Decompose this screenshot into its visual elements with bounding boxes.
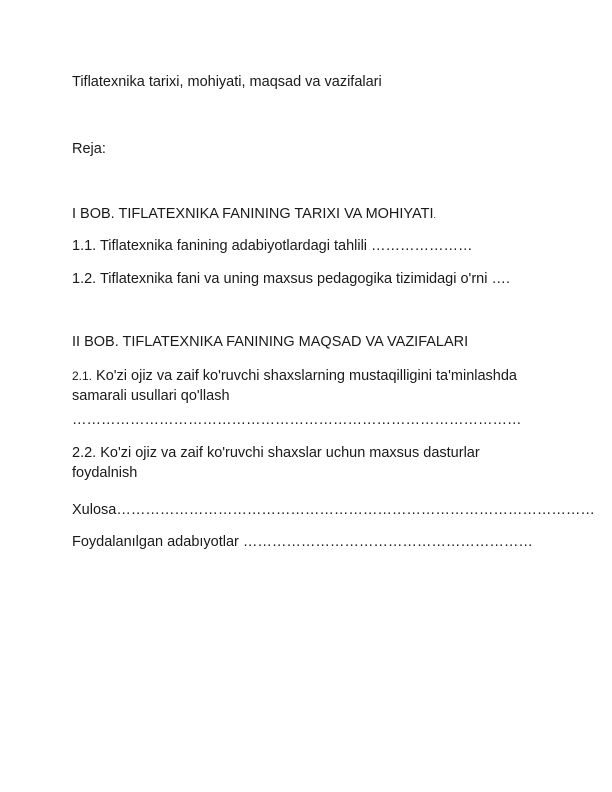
- chapter1-heading: [72, 204, 436, 225]
- chapter2-heading: II BOB. TIFLATEXNIKA FANINING MAQSAD VA VAZIFALARI: [72, 334, 469, 350]
- toc-item-2-1-number: 2.1.: [72, 369, 93, 383]
- document-title: Tiflatexnika tarixi, mohiyati, maqsad va vazifalari: [72, 74, 382, 90]
- toc-item-2-1: [72, 366, 542, 406]
- toc-references: Foydalanılgan adabıyotlar ……………………………………………………: [72, 534, 533, 550]
- toc-item-2-1-leader-dots: …………………………………………………………………………………: [72, 412, 522, 428]
- toc-item-2-2: 2.2. Ko'zi ojiz va zaif ko'ruvchi shaxslar uchun maxsus dasturlar foydalnish: [72, 445, 480, 481]
- toc-item-2-1-text: Ko'zi ojiz va zaif ko'ruvchi shaxslarning mustaqilligini ta'minlashda samarali usullari qo'llash: [72, 368, 517, 404]
- toc-conclusion: Xulosa………………………………………………………………………………………: [72, 502, 595, 518]
- chapter1-heading-tail: .: [433, 210, 437, 220]
- toc-item-1-2: 1.2. Tiflatexnika fani va uning maxsus pedagogika tizimidagi o'rni ….: [72, 271, 511, 287]
- toc-item-1-1: 1.1. Tiflatexnika fanining adabiyotlardagi tahlili …………………: [72, 238, 473, 254]
- chapter1-heading-text: I BOB. TIFLATEXNIKA FANINING TARIXI VA MOHIYATI: [72, 206, 434, 222]
- plan-label: Reja:: [72, 141, 106, 157]
